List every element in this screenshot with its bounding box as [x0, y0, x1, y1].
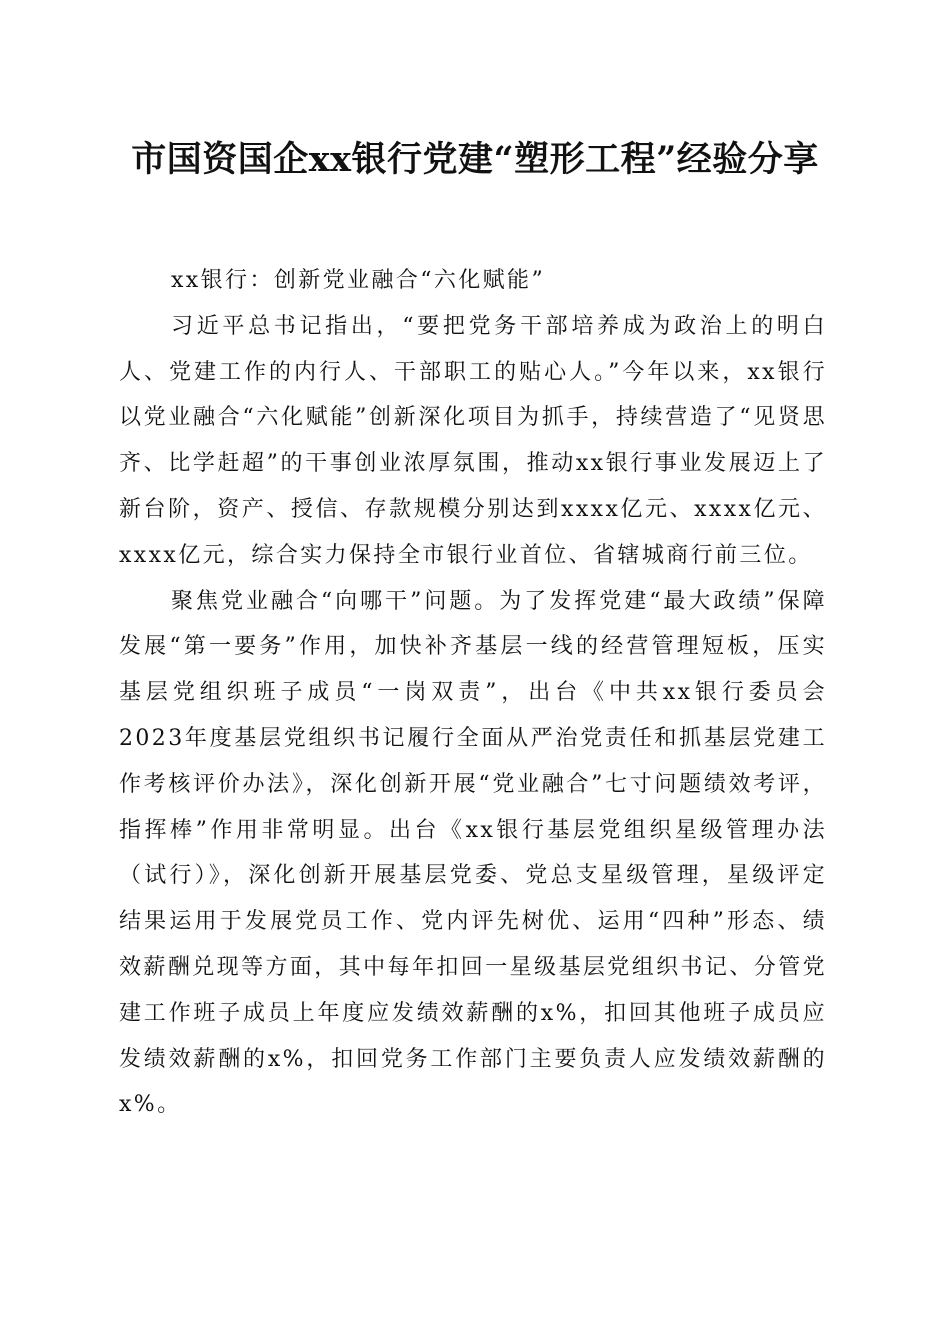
- subtitle-paragraph: xx银行：创新党业融合“六化赋能”: [171, 268, 546, 293]
- body-paragraph-1: 习近平总书记指出，“要把党务干部培养成为政治上的明白人、党建工作的内行人、干部职工的贴心人。”今年以来，xx银行以党业融合“六化赋能”创新深化项目为抓手，持续营造了“见贤思齐、比学赶超”的干事创业浓厚氛围，推动xx银行事业发展迈上了新台阶，资产、授信、存款规模分别达到xxxx亿元、xxxx亿元、xxxx亿元，综合实力保持全市银行业首位、省辖城商行前三位。: [119, 313, 827, 568]
- document-body: [119, 258, 827, 1128]
- body-paragraph-2: 聚焦党业融合“向哪干”问题。为了发挥党建“最大政绩”保障发展“第一要务”作用，加快补齐基层一线的经营管理短板，压实基层党组织班子成员“一岗双责”，出台《中共xx银行委员会2023年度基层党组织书记履行全面从严治党责任和抓基层党建工作考核评价办法》，深化创新开展“党业融合”七寸问题绩效考评，指挥棒”作用非常明显。出台《xx银行基层党组织星级管理办法（试行）》，深化创新开展基层党委、党总支星级管理，星级评定结果运用于发展党员工作、党内评先树优、运用“四种”形态、绩效薪酬兑现等方面，其中每年扣回一星级基层党组织书记、分管党建工作班子成员上年度应发绩效薪酬的x%，扣回其他班子成员应发绩效薪酬的x%，扣回党务工作部门主要负责人应发绩效薪酬的x%。: [119, 588, 827, 1118]
- document-title: 市国资国企xx银行党建“塑形工程”经验分享: [131, 139, 819, 180]
